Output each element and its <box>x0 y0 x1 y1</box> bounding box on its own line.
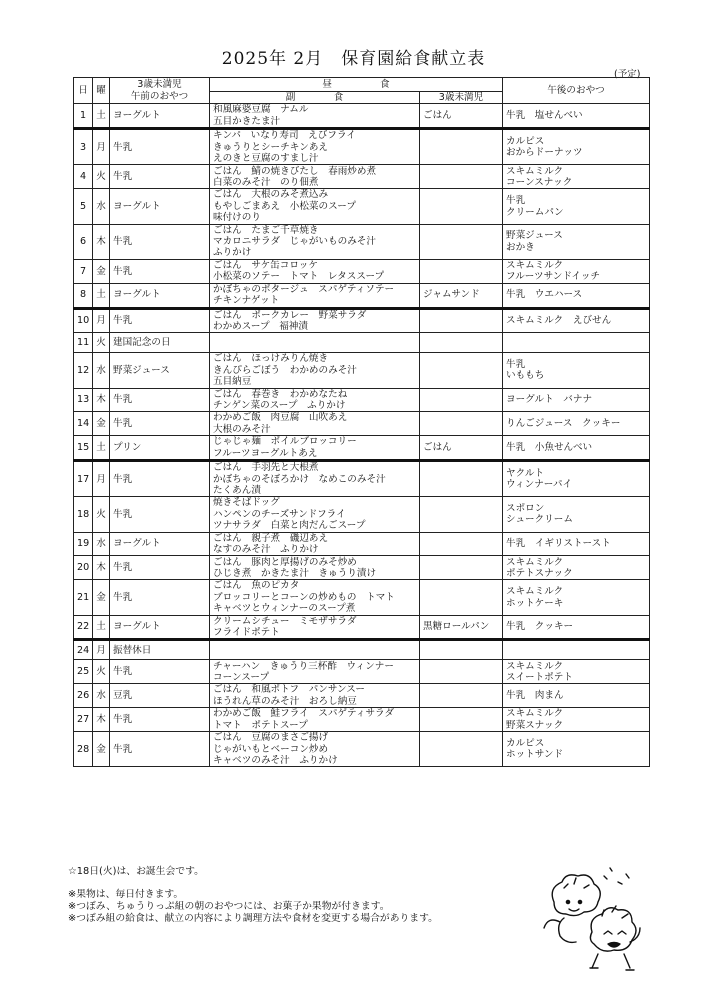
side-dish-cell <box>210 388 420 412</box>
day-cell: 18 <box>74 497 93 532</box>
weekday-cell: 木 <box>93 556 110 580</box>
weekday-cell: 火 <box>93 660 110 684</box>
menu-row <box>74 283 650 308</box>
side-dish-line: チンゲン菜のスープ ふりかけ <box>213 399 346 411</box>
afternoon-snack-line: フルーツサンドイッチ <box>506 271 601 283</box>
menu-row <box>74 497 650 532</box>
day-cell: 24 <box>74 640 93 660</box>
afternoon-snack-cell <box>503 497 650 532</box>
side-dish-line: 味付けのり <box>213 212 261 224</box>
afternoon-snack-cell <box>503 532 650 556</box>
menu-row <box>74 388 650 412</box>
menu-row <box>74 660 650 684</box>
staple-cell: 黒糖ロールパン <box>420 615 503 640</box>
day-cell: 13 <box>74 388 93 412</box>
side-dish-cell <box>210 189 420 224</box>
day-cell: 22 <box>74 615 93 640</box>
morning-snack-cell: 豆乳 <box>110 684 210 708</box>
menu-row <box>74 640 650 660</box>
afternoon-snack-line: スキムミルク <box>506 556 564 568</box>
side-dish-cell <box>210 615 420 640</box>
side-dish-line: わかめご飯 肉豆腐 山吹あえ <box>213 412 348 424</box>
afternoon-snack-line: スキムミルク <box>506 586 564 598</box>
afternoon-snack-line: クリームパン <box>506 206 564 218</box>
afternoon-snack-cell <box>503 461 650 497</box>
weekday-cell: 水 <box>93 189 110 224</box>
side-dish-cell <box>210 461 420 497</box>
staple-cell <box>420 640 503 660</box>
header-afternoon-snack: 午後のおやつ <box>503 78 650 104</box>
afternoon-snack-line: スキムミルク <box>506 165 564 177</box>
afternoon-snack-line: ヨーグルト バナナ <box>506 394 593 406</box>
morning-snack-cell: 牛乳 <box>110 461 210 497</box>
morning-snack-cell: 牛乳 <box>110 129 210 165</box>
weekday-cell: 火 <box>93 333 110 353</box>
staple-cell <box>420 412 503 436</box>
staple-cell: ジャムサンド <box>420 283 503 308</box>
afternoon-snack-line: ヤクルト <box>506 467 545 479</box>
day-cell: 10 <box>74 308 93 333</box>
menu-row <box>74 129 650 165</box>
side-dish-line: ごはん 大根のみそ煮込み <box>213 189 329 201</box>
side-dish-line: ごはん ほっけみりん焼き <box>213 353 329 365</box>
side-dish-line: きゅうりとシーチキンあえ <box>213 141 329 153</box>
side-dish-cell <box>210 129 420 165</box>
afternoon-snack-cell <box>503 708 650 732</box>
day-cell: 14 <box>74 412 93 436</box>
header-side-dish: 副 食 <box>210 92 420 104</box>
afternoon-snack-cell <box>503 308 650 333</box>
morning-snack-cell: ヨーグルト <box>110 615 210 640</box>
side-dish-cell <box>210 436 420 461</box>
day-cell: 26 <box>74 684 93 708</box>
weekday-cell: 水 <box>93 532 110 556</box>
afternoon-snack-cell <box>503 165 650 189</box>
afternoon-snack-line: コーンスナック <box>506 176 573 188</box>
side-dish-line: チャーハン きゅうり三杯酢 ウィンナー <box>213 660 394 672</box>
day-cell: 11 <box>74 333 93 353</box>
morning-snack-cell: 牛乳 <box>110 259 210 283</box>
menu-row <box>74 580 650 615</box>
staple-cell <box>420 532 503 556</box>
side-dish-line: クリームシチュー ミモザサラダ <box>213 615 357 627</box>
menu-row <box>74 684 650 708</box>
side-dish-line: ごはん 春巻き わかめなたね <box>213 388 348 400</box>
afternoon-snack-line: 牛乳 塩せんべい <box>506 110 583 122</box>
day-cell: 21 <box>74 580 93 615</box>
afternoon-snack-line: カルピス <box>506 737 545 749</box>
afternoon-snack-cell <box>503 640 650 660</box>
menu-row <box>74 104 650 129</box>
day-cell: 8 <box>74 283 93 308</box>
staple-cell <box>420 461 503 497</box>
side-dish-cell <box>210 283 420 308</box>
morning-snack-cell: 牛乳 <box>110 412 210 436</box>
side-dish-cell <box>210 556 420 580</box>
staple-cell <box>420 580 503 615</box>
afternoon-snack-cell <box>503 224 650 259</box>
afternoon-snack-cell <box>503 556 650 580</box>
side-dish-cell <box>210 259 420 283</box>
side-dish-line: ごはん サケ缶コロッケ <box>213 259 318 271</box>
menu-row <box>74 436 650 461</box>
staple-cell <box>420 732 503 767</box>
menu-row <box>74 165 650 189</box>
side-dish-line: チキンナゲット <box>213 295 280 307</box>
afternoon-snack-cell <box>503 333 650 353</box>
weekday-cell: 月 <box>93 640 110 660</box>
weekday-cell: 木 <box>93 224 110 259</box>
menu-row <box>74 708 650 732</box>
side-dish-line: キンパ いなり寿司 えびフライ <box>213 130 356 142</box>
day-cell: 28 <box>74 732 93 767</box>
side-dish-line: 五目かきたま汁 <box>213 115 281 127</box>
staple-cell <box>420 259 503 283</box>
day-cell: 3 <box>74 129 93 165</box>
staple-cell <box>420 708 503 732</box>
birthday-note: ☆18日(火)は、お誕生会です。 <box>68 866 204 877</box>
afternoon-snack-cell <box>503 104 650 129</box>
footer-note-1: ※果物は、毎日付きます。 <box>68 889 184 900</box>
menu-row <box>74 333 650 353</box>
side-dish-line: ごはん 鯖の焼きびたし 春雨炒め煮 <box>213 165 377 177</box>
afternoon-snack-line: 野菜スナック <box>506 719 564 731</box>
side-dish-line: マカロニサラダ じゃがいものみそ汁 <box>213 236 376 248</box>
menu-row <box>74 353 650 388</box>
morning-snack-cell: 建国記念の日 <box>110 333 210 353</box>
afternoon-snack-cell <box>503 283 650 308</box>
side-dish-cell <box>210 580 420 615</box>
staple-cell <box>420 353 503 388</box>
menu-body <box>74 104 650 767</box>
side-dish-cell <box>210 497 420 532</box>
afternoon-snack-line: スキムミルク えびせん <box>506 315 612 327</box>
side-dish-cell <box>210 532 420 556</box>
day-cell: 27 <box>74 708 93 732</box>
afternoon-snack-cell <box>503 259 650 283</box>
morning-snack-cell: 牛乳 <box>110 708 210 732</box>
side-dish-line: 焼きそばドッグ <box>213 497 280 509</box>
staple-cell <box>420 165 503 189</box>
morning-snack-cell: 牛乳 <box>110 497 210 532</box>
morning-snack-cell: 牛乳 <box>110 308 210 333</box>
afternoon-snack-line: スポロン <box>506 503 545 515</box>
staple-cell <box>420 556 503 580</box>
header-morning-line1: 3歳未満児 <box>137 79 182 91</box>
side-dish-line: ごはん 親子煮 磯辺あえ <box>213 532 329 544</box>
afternoon-snack-line: 牛乳 小魚せんべい <box>506 442 593 454</box>
page-title: 2025年 2月 保育園給食献立表 <box>221 49 486 69</box>
side-dish-line: ごはん 魚のピカタ <box>213 580 300 592</box>
menu-row <box>74 732 650 767</box>
menu-row <box>74 412 650 436</box>
weekday-cell: 月 <box>93 461 110 497</box>
weekday-cell: 水 <box>93 353 110 388</box>
side-dish-line: ひじき煮 かきたま汁 きゅうり漬け <box>213 567 377 579</box>
menu-row <box>74 556 650 580</box>
afternoon-snack-line: ホットサンド <box>506 749 564 761</box>
header-morning-snack <box>110 78 210 104</box>
afternoon-snack-cell <box>503 732 650 767</box>
header-lunch: 昼 食 <box>210 78 503 92</box>
day-cell: 6 <box>74 224 93 259</box>
weekday-cell: 金 <box>93 580 110 615</box>
mascot-illustration <box>534 862 644 977</box>
side-dish-line: たくあん漬 <box>213 484 261 496</box>
afternoon-snack-cell <box>503 189 650 224</box>
afternoon-snack-cell <box>503 615 650 640</box>
side-dish-line: ごはん ポークカレー 野菜サラダ <box>213 309 367 321</box>
afternoon-snack-cell <box>503 436 650 461</box>
weekday-cell: 木 <box>93 708 110 732</box>
staple-cell <box>420 333 503 353</box>
schedule-note: (予定) <box>614 69 641 80</box>
side-dish-line: かぼちゃのそぼろかけ なめこのみそ汁 <box>213 473 386 485</box>
afternoon-snack-line: ウィンナーパイ <box>506 479 573 491</box>
staple-cell <box>420 189 503 224</box>
menu-row <box>74 259 650 283</box>
morning-snack-cell: 振替休日 <box>110 640 210 660</box>
weekday-cell: 土 <box>93 283 110 308</box>
side-dish-cell <box>210 333 420 353</box>
afternoon-snack-line: ホットケーキ <box>506 597 564 609</box>
day-cell: 7 <box>74 259 93 283</box>
afternoon-snack-line: 牛乳 ウエハース <box>506 289 583 301</box>
afternoon-snack-line: おかき <box>506 241 535 253</box>
side-dish-line: ごはん 豚肉と厚揚げのみそ炒め <box>213 556 357 568</box>
weekday-cell: 金 <box>93 732 110 767</box>
weekday-cell: 土 <box>93 104 110 129</box>
side-dish-line: キャベツとウィンナーのスープ煮 <box>213 603 356 615</box>
side-dish-cell <box>210 308 420 333</box>
weekday-cell: 金 <box>93 412 110 436</box>
side-dish-cell <box>210 165 420 189</box>
staple-cell: ごはん <box>420 104 503 129</box>
staple-cell <box>420 129 503 165</box>
staple-cell <box>420 684 503 708</box>
header-day: 日 <box>74 78 93 104</box>
morning-snack-cell: 牛乳 <box>110 732 210 767</box>
afternoon-snack-line: カルピス <box>506 135 545 147</box>
header-weekday: 曜 <box>93 78 110 104</box>
afternoon-snack-line: 牛乳 クッキー <box>506 621 574 633</box>
side-dish-line: コーンスープ <box>213 671 270 683</box>
morning-snack-cell: 牛乳 <box>110 580 210 615</box>
side-dish-line: 五目納豆 <box>213 376 252 388</box>
side-dish-cell <box>210 684 420 708</box>
weekday-cell: 土 <box>93 436 110 461</box>
staple-cell <box>420 497 503 532</box>
side-dish-cell <box>210 708 420 732</box>
header-staple: 3歳未満児 <box>420 92 503 104</box>
morning-snack-cell: 牛乳 <box>110 556 210 580</box>
day-cell: 15 <box>74 436 93 461</box>
weekday-cell: 水 <box>93 684 110 708</box>
side-dish-cell <box>210 104 420 129</box>
weekday-cell: 火 <box>93 165 110 189</box>
side-dish-line: なすのみそ汁 ふりかけ <box>213 544 319 555</box>
side-dish-line: キャベツのみそ汁 ふりかけ <box>213 755 338 767</box>
header-morning-line2: 午前のおやつ <box>130 90 189 102</box>
staple-cell <box>420 308 503 333</box>
side-dish-line: わかめスープ 福神漬 <box>213 320 308 332</box>
menu-row <box>74 532 650 556</box>
side-dish-line: もやしごまあえ 小松菜のスープ <box>213 200 356 212</box>
morning-snack-cell: プリン <box>110 436 210 461</box>
afternoon-snack-line: 野菜ジュース <box>506 230 563 242</box>
footer-note-2: ※つぼみ、ちゅうりっぷ組の朝のおやつには、お菓子か果物が付きます。 <box>68 901 390 912</box>
menu-row <box>74 224 650 259</box>
morning-snack-cell: 牛乳 <box>110 165 210 189</box>
side-dish-line: ごはん 手羽先と大根煮 <box>213 462 319 474</box>
side-dish-line: 小松菜のソテー トマト レタススープ <box>213 271 385 283</box>
side-dish-cell <box>210 660 420 684</box>
afternoon-snack-line: ポテトスナック <box>506 567 573 579</box>
side-dish-line: かぼちゃのポタージュ スパゲティソテー <box>213 283 395 295</box>
side-dish-line: ハンペンのチーズサンドフライ <box>213 508 346 520</box>
side-dish-line: ふりかけ <box>213 247 252 259</box>
staple-cell <box>420 660 503 684</box>
weekday-cell: 土 <box>93 615 110 640</box>
menu-row <box>74 308 650 333</box>
menu-row <box>74 461 650 497</box>
afternoon-snack-line: りんごジュース クッキー <box>506 418 621 430</box>
afternoon-snack-cell <box>503 660 650 684</box>
side-dish-line: 和風麻婆豆腐 ナムル <box>213 104 309 116</box>
side-dish-cell <box>210 412 420 436</box>
afternoon-snack-line: おからドーナッツ <box>506 147 583 159</box>
weekday-cell: 月 <box>93 129 110 165</box>
morning-snack-cell: 野菜ジュース <box>110 353 210 388</box>
afternoon-snack-line: シュークリーム <box>506 514 573 526</box>
side-dish-line: 白菜のみそ汁 のり佃煮 <box>213 176 319 188</box>
side-dish-line: ごはん 和風ポトフ パンサンスー <box>213 684 365 696</box>
menu-row <box>74 615 650 640</box>
afternoon-snack-line: いももち <box>506 370 545 382</box>
side-dish-line: ブロッコリーとコーンの炒めもの トマト <box>213 591 395 603</box>
afternoon-snack-cell <box>503 129 650 165</box>
side-dish-line: トマト ポテトスープ <box>213 719 308 731</box>
staple-cell <box>420 388 503 412</box>
day-cell: 25 <box>74 660 93 684</box>
side-dish-line: ごはん たまご千草焼き <box>213 224 319 236</box>
weekday-cell: 木 <box>93 388 110 412</box>
staple-cell <box>420 224 503 259</box>
side-dish-cell <box>210 353 420 388</box>
morning-snack-cell: 牛乳 <box>110 224 210 259</box>
day-cell: 1 <box>74 104 93 129</box>
side-dish-cell <box>210 224 420 259</box>
afternoon-snack-cell <box>503 412 650 436</box>
day-cell: 17 <box>74 461 93 497</box>
morning-snack-cell: ヨーグルト <box>110 283 210 308</box>
afternoon-snack-line: スキムミルク <box>506 660 564 672</box>
weekday-cell: 金 <box>93 259 110 283</box>
day-cell: 12 <box>74 353 93 388</box>
afternoon-snack-line: スイートポテト <box>506 671 573 683</box>
side-dish-line: フライドポテト <box>213 627 280 639</box>
side-dish-line: 大根のみそ汁 <box>213 423 271 435</box>
side-dish-line: ツナサラダ 白菜と肉だんごスープ <box>213 520 366 532</box>
afternoon-snack-cell <box>503 353 650 388</box>
morning-snack-cell: 牛乳 <box>110 660 210 684</box>
afternoon-snack-line: 牛乳 イギリストースト <box>506 538 611 550</box>
afternoon-snack-line: 牛乳 肉まん <box>506 690 564 702</box>
side-dish-line: フルーツヨーグルトあえ <box>213 447 318 459</box>
weekday-cell: 火 <box>93 497 110 532</box>
side-dish-line: じゃがいもとベーコン炒め <box>213 743 329 755</box>
side-dish-line: わかめご飯 鮭フライ スパゲティサラダ <box>213 708 395 720</box>
staple-cell: ごはん <box>420 436 503 461</box>
day-cell: 4 <box>74 165 93 189</box>
morning-snack-cell: ヨーグルト <box>110 189 210 224</box>
menu-row <box>74 189 650 224</box>
side-dish-line: ごはん 豆腐のまさご揚げ <box>213 732 329 744</box>
afternoon-snack-cell <box>503 580 650 615</box>
side-dish-cell <box>210 640 420 660</box>
morning-snack-cell: 牛乳 <box>110 388 210 412</box>
afternoon-snack-line: 牛乳 <box>506 359 526 371</box>
day-cell: 5 <box>74 189 93 224</box>
menu-table <box>73 77 650 767</box>
afternoon-snack-line: スキムミルク <box>506 708 564 720</box>
side-dish-line: きんぴらごぼう わかめのみそ汁 <box>213 364 357 376</box>
afternoon-snack-cell <box>503 684 650 708</box>
afternoon-snack-line: スキムミルク <box>506 259 564 271</box>
afternoon-snack-cell <box>503 388 650 412</box>
morning-snack-cell: ヨーグルト <box>110 104 210 129</box>
afternoon-snack-line: 牛乳 <box>506 195 526 207</box>
weekday-cell: 月 <box>93 308 110 333</box>
side-dish-line: ほうれん草のみそ汁 おろし納豆 <box>213 695 357 707</box>
morning-snack-cell: ヨーグルト <box>110 532 210 556</box>
day-cell: 20 <box>74 556 93 580</box>
side-dish-cell <box>210 732 420 767</box>
side-dish-line: じゃじゃ麺 ボイルブロッコリー <box>213 436 357 448</box>
footer-note-3: ※つぼみ組の給食は、献立の内容により調理方法や食材を変更する場合があります。 <box>68 913 438 924</box>
day-cell: 19 <box>74 532 93 556</box>
side-dish-line: えのきと豆腐のすまし汁 <box>213 153 319 165</box>
